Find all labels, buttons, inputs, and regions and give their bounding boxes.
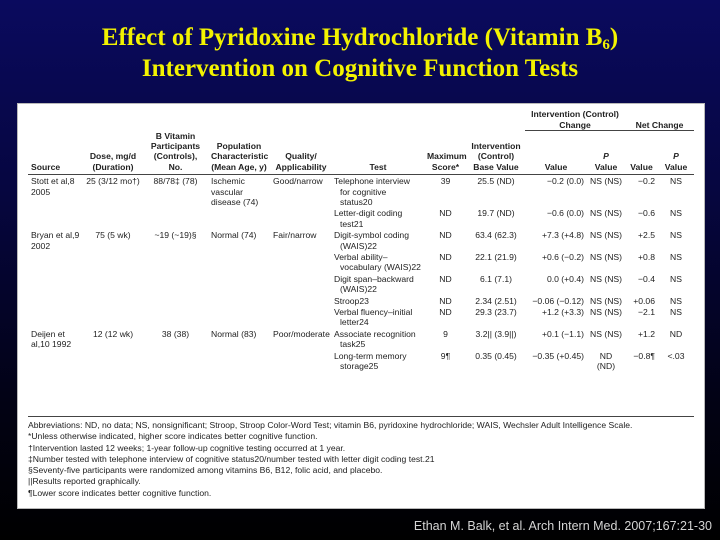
cell-net: +0.06 (633, 295, 655, 306)
cell-source (28, 207, 83, 229)
cell-base: 2.34 (2.51) (475, 295, 517, 306)
cell-dose (83, 306, 143, 328)
col-quality: Quality/ Applicability (270, 131, 332, 175)
cell-net-p: <.03 (667, 350, 685, 361)
table-row (28, 175, 694, 208)
col-net-p-value: P Value (658, 131, 694, 175)
cell-p: NS (NS) (590, 176, 622, 187)
cell-net: +2.5 (638, 230, 655, 241)
cell-value: −0.2 (0.0) (546, 176, 584, 187)
cell-p: NS (NS) (590, 328, 622, 339)
cell-p: NS (NS) (590, 307, 622, 317)
footnote: §Seventy-five participants were randomized among vitamins B6, B12, folic acid, and placebo. (28, 465, 383, 476)
cell-test: Verbal ability–vocabulary (WAIS)22 (334, 251, 421, 273)
col-base-value: Intervention (Control) Base Value (467, 131, 525, 175)
cell-max: 9 (443, 328, 448, 339)
cell-population (208, 251, 270, 273)
cell-quality: Good/narrow (273, 176, 323, 187)
cell-participants (143, 295, 208, 306)
cell-max: 9¶ (440, 350, 451, 361)
table-row (28, 328, 694, 350)
cell-max: ND (439, 208, 452, 219)
table-row (28, 306, 694, 328)
cell-test: Telephone interview for cognitive status20 (334, 176, 410, 207)
cell-source (28, 273, 83, 295)
cell-net: +0.8 (638, 251, 655, 262)
cell-net-p: ND (669, 328, 683, 339)
footnote: ¶Lower score indicates better cognitive function. (28, 487, 212, 498)
cell-net-p: NS (670, 295, 682, 306)
cell-quality (270, 251, 332, 273)
cell-max: ND (439, 251, 452, 262)
cell-value: +0.1 (−1.1) (541, 328, 584, 339)
cell-test: Verbal fluency–initial letter24 (334, 307, 413, 328)
cell-value: −0.35 (+0.45) (532, 350, 584, 361)
table-row (28, 251, 694, 273)
cell-p: NS (NS) (590, 295, 622, 306)
cell-dose (83, 273, 143, 295)
cognitive-tests-table (28, 108, 694, 371)
col-population: Population Characteristic (Mean Age, y) (208, 131, 270, 175)
cell-dose (83, 295, 143, 306)
cell-net-p: NS (670, 273, 682, 284)
cell-participants (143, 350, 208, 372)
cell-participants (143, 207, 208, 229)
cell-p: NS (NS) (590, 208, 622, 219)
footnote: ||Results reported graphically. (28, 476, 141, 487)
cell-source: Stott et al,8 2005 (31, 176, 75, 197)
cell-source (28, 350, 83, 372)
cell-source (28, 251, 83, 273)
cell-population: Normal (74) (211, 230, 257, 241)
cell-population (208, 207, 270, 229)
footnote: †Intervention lasted 12 weeks; 1-year follow-up cognitive testing occurred at 1 year. (28, 442, 346, 453)
cell-max: 39 (440, 176, 451, 187)
cell-value: −0.6 (0.0) (546, 208, 584, 219)
cell-dose: 75 (5 wk) (95, 230, 131, 241)
col-participants: B Vitamin Participants (Controls), No. (143, 131, 208, 175)
cell-participants: 38 (38) (161, 328, 190, 339)
cell-quality (270, 350, 332, 372)
cell-population (208, 273, 270, 295)
cell-dose (83, 350, 143, 372)
cell-base: 29.3 (23.7) (475, 307, 517, 317)
citation: Ethan M. Balk, et al. Arch Intern Med. 2007;167:21-30 (413, 519, 712, 533)
cell-source: Bryan et al,9 2002 (31, 230, 80, 251)
cell-population (208, 295, 270, 306)
cell-net: −0.8¶ (633, 350, 655, 361)
cell-base: 3.2|| (3.9||) (475, 328, 517, 339)
cell-net-p: NS (670, 176, 682, 187)
cell-quality (270, 306, 332, 328)
cell-test: Digit span–backward (WAIS)22 (334, 273, 414, 295)
cell-source (28, 295, 83, 306)
cell-max: ND (439, 307, 452, 317)
footnote: ‡Number tested with telephone interview of cognitive status20/number tested with letter digit coding test.21 (28, 453, 435, 464)
table-row (28, 273, 694, 295)
cell-p: ND (ND) (596, 350, 616, 372)
cell-dose (83, 207, 143, 229)
cell-quality: Fair/narrow (273, 230, 317, 241)
cell-dose: 12 (12 wk) (92, 328, 134, 339)
title-line-1: Effect of Pyridoxine Hydrochloride (Vitamin $B_6$) (101, 24, 619, 53)
cell-net: −0.6 (638, 208, 655, 219)
cell-dose (83, 251, 143, 273)
footnote: Abbreviations: ND, no data; NS, nonsignificant; Stroop, Stroop Color-Word Test; vitamin B6, pyridoxine hydrochloride; WAIS, Wechsler Adult Intelligence Scale. (28, 420, 633, 430)
cell-participants: 88/78‡ (78) (153, 176, 198, 187)
cell-net-p: NS (670, 251, 682, 262)
cell-base: 63.4 (62.3) (475, 230, 517, 241)
cell-source: Deijen et al,10 1992 (31, 328, 72, 350)
cell-quality (270, 207, 332, 229)
cell-base: 0.35 (0.45) (475, 350, 517, 361)
cell-base: 22.1 (21.9) (475, 251, 517, 262)
col-max-score: Maximum Score* (424, 131, 467, 175)
cell-participants (143, 306, 208, 328)
cell-value: −0.06 (−0.12) (532, 295, 584, 306)
col-dose: Dose, mg/d (Duration) (83, 131, 143, 175)
cell-p: NS (NS) (590, 251, 622, 262)
cell-base: 19.7 (ND) (477, 208, 515, 219)
cell-quality (270, 273, 332, 295)
group-header-net: Net Change (625, 108, 694, 131)
cell-quality: Poor/moderate (273, 328, 330, 339)
table-row (28, 295, 694, 306)
cell-net: +1.2 (638, 328, 655, 339)
col-value: Value (525, 131, 587, 175)
table-row (28, 207, 694, 229)
footnote: *Unless otherwise indicated, higher score indicates better cognitive function. (28, 431, 318, 442)
cell-test: Letter-digit coding test21 (334, 208, 403, 229)
cell-test: Stroop23 (334, 295, 369, 306)
footnotes (28, 416, 694, 499)
cell-value: 0.0 (+0.4) (546, 273, 584, 284)
cell-source (28, 306, 83, 328)
cell-net: −2.1 (638, 307, 655, 317)
cell-net-p: NS (670, 307, 682, 317)
col-test: Test (332, 131, 424, 175)
cell-population: Ischemic vascular disease (74) (211, 176, 259, 207)
col-p-value: P Value (587, 131, 625, 175)
cell-base: 25.5 (ND) (477, 176, 515, 187)
slide-title (0, 22, 720, 84)
cell-net: −0.4 (638, 273, 655, 284)
cell-value: +0.6 (−0.2) (541, 251, 584, 262)
table-row (28, 229, 694, 251)
cell-quality (270, 295, 332, 306)
cell-max: ND (439, 273, 452, 284)
cell-base: 6.1 (7.1) (479, 273, 512, 284)
cell-value: +1.2 (+3.3) (541, 307, 584, 317)
cell-max: ND (439, 230, 452, 241)
cell-population: Normal (83) (211, 328, 257, 339)
title-line-2: Intervention on Cognitive Function Tests (141, 55, 579, 82)
cell-net-p: NS (670, 230, 682, 241)
cell-population (208, 350, 270, 372)
table-panel (17, 103, 705, 509)
group-header-intervention: Intervention (Control) Change (525, 108, 625, 131)
col-net-value: Value (625, 131, 658, 175)
cell-max: ND (439, 295, 452, 306)
cell-participants: ~19 (~19)§ (154, 230, 197, 241)
table-row (28, 350, 694, 372)
cell-population (208, 306, 270, 328)
cell-p: NS (NS) (590, 230, 622, 241)
cell-net: −0.2 (638, 176, 655, 187)
cell-value: +7.3 (+4.8) (541, 230, 584, 241)
cell-dose: 25 (3/12 mo†) (86, 176, 140, 187)
cell-test: Digit-symbol coding (WAIS)22 (334, 230, 409, 251)
cell-net-p: NS (670, 208, 682, 219)
cell-p: NS (NS) (590, 273, 622, 284)
cell-participants (143, 251, 208, 273)
col-source: Source (28, 131, 83, 175)
cell-test: Long-term memory storage25 (334, 350, 407, 372)
cell-test: Associate recognition task25 (334, 328, 416, 350)
cell-participants (143, 273, 208, 295)
